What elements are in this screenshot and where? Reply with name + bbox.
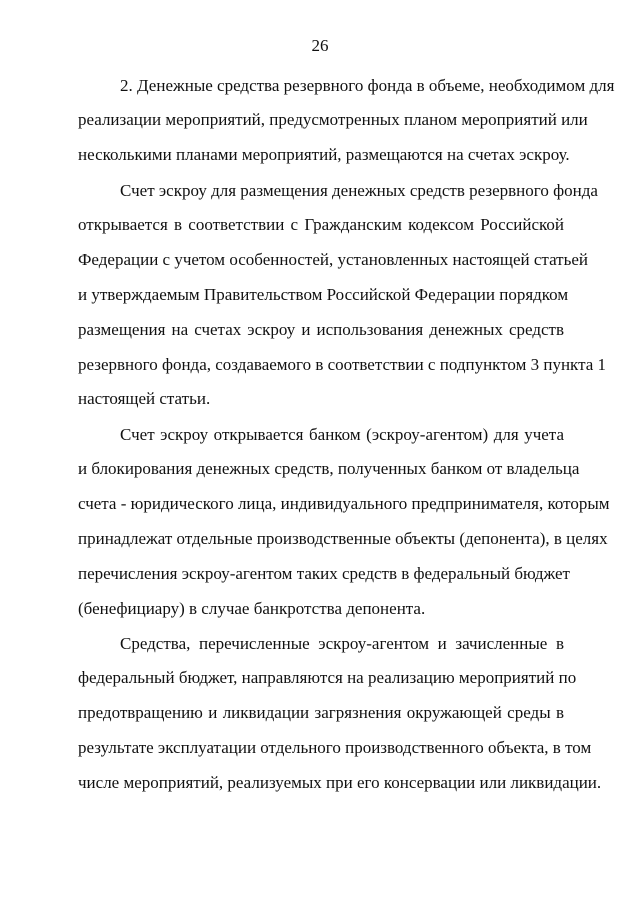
- text-line: настоящей статьи.: [78, 389, 211, 408]
- text-line: перечисления эскроу-агентом таких средств в федеральный бюджет: [78, 564, 570, 583]
- text-line: реализации мероприятий, предусмотренных планом мероприятий или: [78, 110, 588, 129]
- text-line: (бенефициару) в случае банкротства депонента.: [78, 599, 426, 618]
- text-line: Счет эскроу открывается банком (эскроу-агентом) для учета: [120, 425, 564, 444]
- text-line: числе мероприятий, реализуемых при его консервации или ликвидации.: [78, 773, 602, 792]
- text-line: резервного фонда, создаваемого в соответствии с подпунктом 3 пункта 1: [78, 355, 607, 374]
- text-line: открывается в соответствии с Гражданским кодексом Российской: [78, 215, 564, 234]
- text-line: Средства, перечисленные эскроу-агентом и зачисленные в: [120, 634, 564, 653]
- text-line: принадлежат отдельные производственные объекты (депонента), в целях: [78, 529, 608, 548]
- text-line: Счет эскроу для размещения денежных средств резервного фонда: [120, 181, 598, 200]
- page-number: 26: [311, 36, 329, 55]
- text-line: счета - юридического лица, индивидуального предпринимателя, которым: [78, 494, 610, 513]
- text-line: предотвращению и ликвидации загрязнения окружающей среды в: [78, 703, 564, 722]
- text-line: размещения на счетах эскроу и использования денежных средств: [78, 320, 564, 339]
- text-line: Федерации с учетом особенностей, установленных настоящей статьей: [78, 250, 588, 269]
- text-line: 2. Денежные средства резервного фонда в объеме, необходимом для: [120, 76, 615, 95]
- text-line: федеральный бюджет, направляются на реализацию мероприятий по: [78, 668, 577, 687]
- text-line: несколькими планами мероприятий, размещаются на счетах эскроу.: [78, 145, 570, 164]
- text-line: и утверждаемым Правительством Российской Федерации порядком: [78, 285, 569, 304]
- text-line: результате эксплуатации отдельного производственного объекта, в том: [78, 738, 592, 757]
- text-line: и блокирования денежных средств, полученных банком от владельца: [78, 459, 580, 478]
